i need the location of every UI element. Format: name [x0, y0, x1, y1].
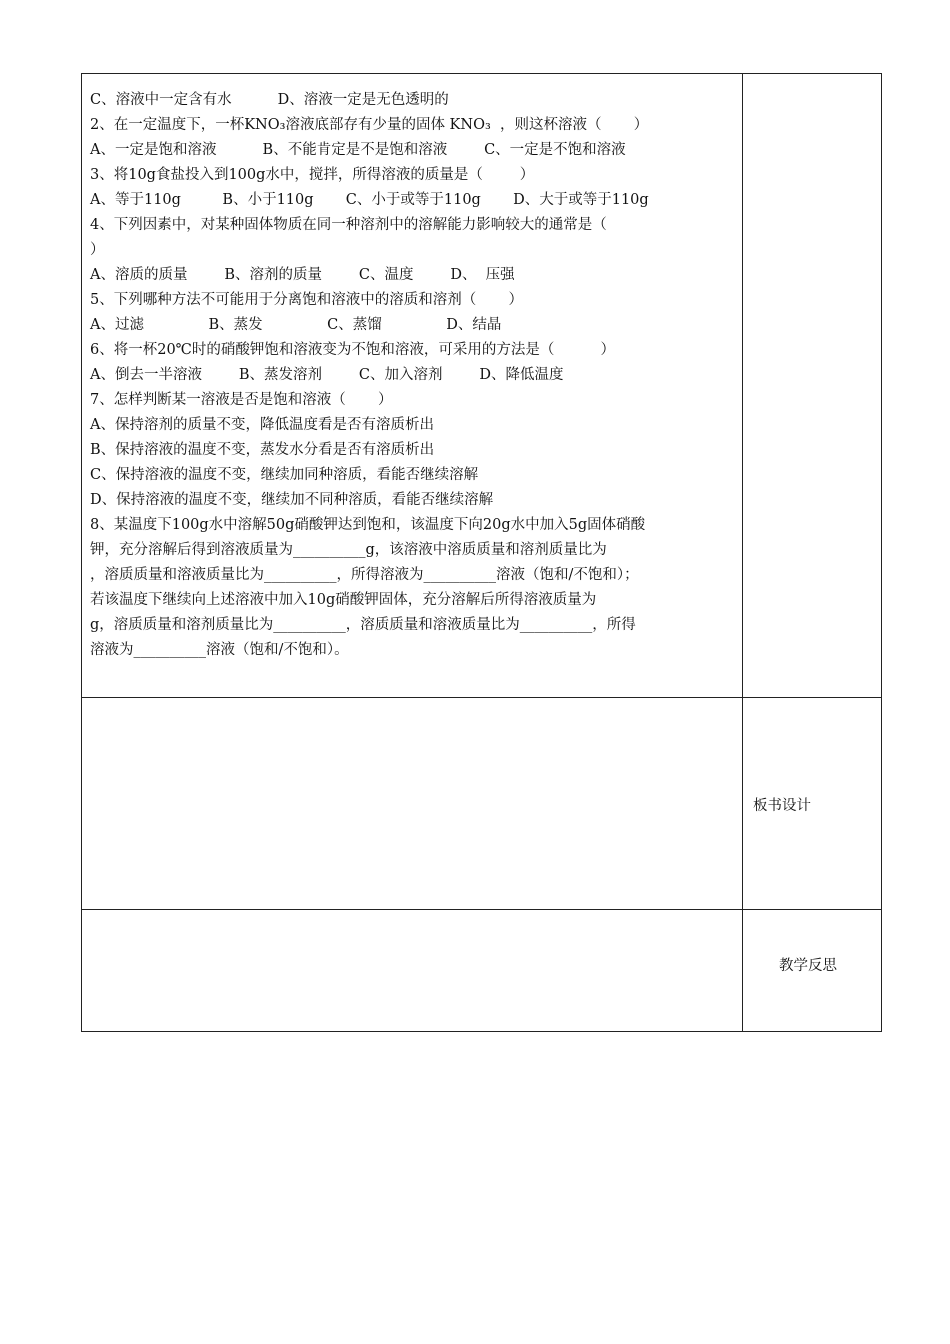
text-line: 8、某温度下100g水中溶解50g硝酸钾达到饱和，该温度下向20g水中加入5g固体硝酸 [90, 517, 646, 533]
text-line: C、保持溶液的温度不变，继续加同种溶质，看能否继续溶解 [90, 467, 479, 483]
text-line: 5、下列哪种方法不可能用于分离饱和溶液中的溶质和溶剂（ ） [90, 292, 523, 308]
text-line: 2、在一定温度下，一杯KNO₃溶液底部存有少量的固体 KNO₃ ，则这杯溶液（ ） [90, 117, 649, 133]
text-line: A、保持溶剂的质量不变，降低温度看是否有溶质析出 [90, 417, 434, 433]
text-line: 3、将10g食盐投入到100g水中，搅拌，所得溶液的质量是（ ） [90, 167, 535, 183]
exercise-content [82, 74, 742, 663]
text-line: B、保持溶液的温度不变，蒸发水分看是否有溶质析出 [90, 442, 435, 458]
lesson-table [81, 73, 882, 1032]
text-line: 溶液为__________溶液（饱和/不饱和）。 [90, 642, 349, 658]
text-line: C、溶液中一定含有水 D、溶液一定是无色透明的 [90, 92, 449, 108]
text-line: 4、下列因素中，对某种固体物质在同一种溶剂中的溶解能力影响较大的通常是（ [90, 217, 607, 233]
text-line: 6、将一杯20℃时的硝酸钾饱和溶液变为不饱和溶液，可采用的方法是（ ） [90, 342, 615, 358]
reflection-label-cell [743, 910, 882, 1032]
text-line: A、一定是饱和溶液 B、不能肯定是不是饱和溶液 C、一定是不饱和溶液 [90, 142, 626, 158]
text-line: A、倒去一半溶液 B、蒸发溶剂 C、加入溶剂 D、降低温度 [90, 367, 564, 383]
text-line: ，溶质质量和溶液质量比为__________，所得溶液为__________溶液（饱和/不饱和）； [90, 567, 639, 583]
text-line: A、过滤 B、蒸发 C、蒸馏 D、结晶 [90, 317, 502, 333]
board-design-content-cell [82, 698, 743, 910]
exercise-side-cell [743, 74, 882, 698]
reflection-row [82, 910, 882, 1032]
text-line: g，溶质质量和溶剂质量比为__________，溶质质量和溶液质量比为__________，所得 [90, 617, 636, 633]
exercise-row [82, 74, 882, 698]
text-line: ） [90, 242, 105, 258]
text-line: 7、怎样判断某一溶液是否是饱和溶液（ ） [90, 392, 393, 408]
board-design-label: 板书设计 [753, 798, 811, 814]
worksheet [81, 73, 881, 1032]
text-line: A、溶质的质量 B、溶剂的质量 C、温度 D、 压强 [90, 267, 515, 283]
text-line: 若该温度下继续向上述溶液中加入10g硝酸钾固体，充分溶解后所得溶液质量为 [90, 592, 597, 608]
text-line: 钾，充分溶解后得到溶液质量为__________g，该溶液中溶质质量和溶剂质量比为 [90, 542, 607, 558]
board-design-label-cell [743, 698, 882, 910]
board-design-row [82, 698, 882, 910]
reflection-content-cell [82, 910, 743, 1032]
exercise-cell [82, 74, 743, 698]
text-line: D、保持溶液的温度不变，继续加不同种溶质，看能否继续溶解 [90, 492, 494, 508]
text-line: A、等于110g B、小于110g C、小于或等于110g D、大于或等于110g [90, 192, 649, 208]
reflection-label: 教学反思 [779, 958, 837, 974]
